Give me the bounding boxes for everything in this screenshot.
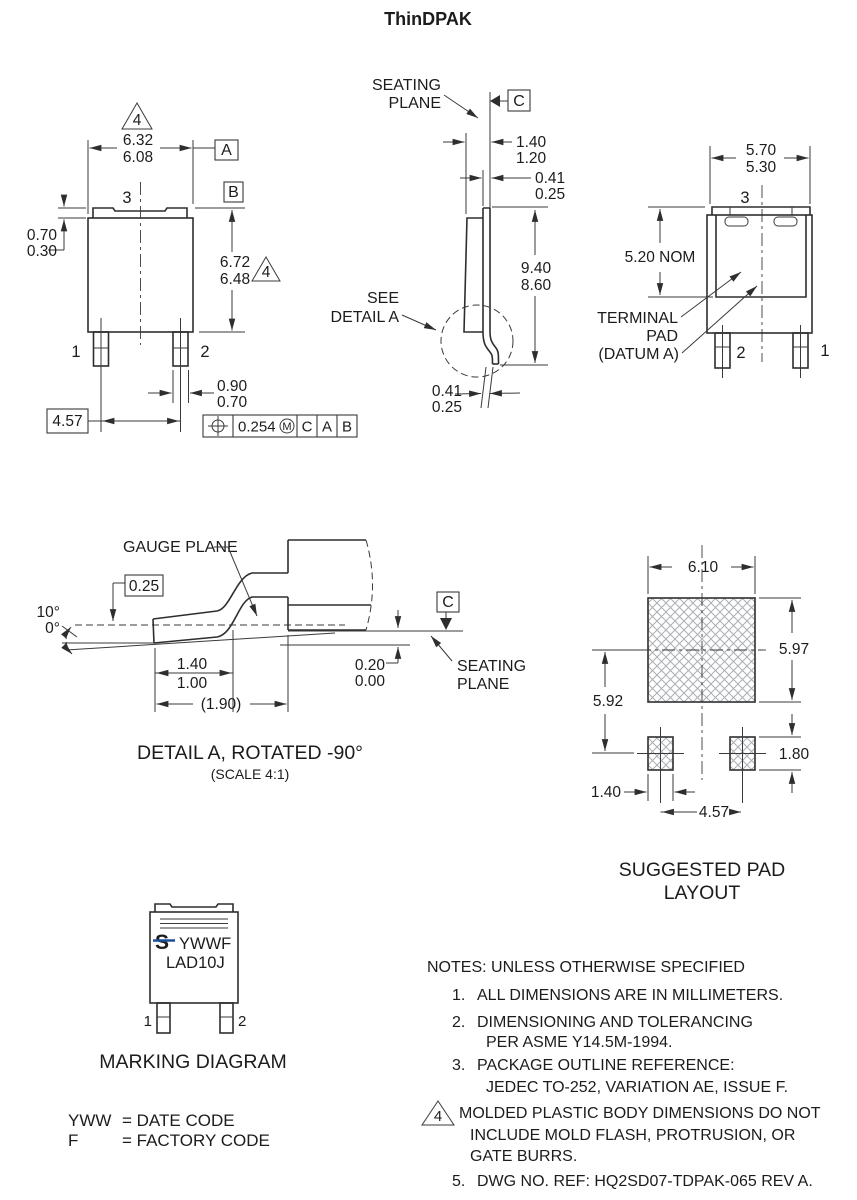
note-text: JEDEC TO-252, VARIATION AE, ISSUE F. (486, 1079, 789, 1096)
terminal-pad-label: TERMINAL (597, 310, 678, 327)
back-pin1-label: 1 (820, 342, 830, 360)
gauge-plane-label: GAUGE PLANE (123, 539, 238, 556)
see-detail-label: DETAIL A (330, 309, 399, 326)
dim-leadw-min: 0.70 (217, 394, 248, 411)
detail-body-outline (288, 540, 373, 630)
pad-layout-view (591, 545, 810, 904)
dim-foot-min: 1.00 (176, 675, 208, 692)
marking-diagram (68, 904, 287, 1150)
dim-leadw-max: 0.90 (217, 378, 248, 395)
back-pad-dim (625, 207, 713, 297)
note-text: DIMENSIONING AND TOLERANCING (477, 1014, 753, 1031)
dim-height-max: 6.72 (219, 254, 251, 271)
dim-len-min: 8.60 (520, 277, 552, 294)
dim-pad-nom: 5.20 NOM (624, 249, 696, 266)
dim-pad-pitch: 4.57 (698, 804, 730, 821)
fcf-tolerance: 0.254 (238, 418, 276, 436)
front-tab-dim (27, 195, 86, 260)
note-number: 4 (433, 1108, 443, 1125)
dim-pad-gap: 5.92 (592, 693, 624, 710)
detail-ref-dim (157, 635, 289, 713)
page-title: ThinDPAK (384, 9, 472, 29)
detail-a-callout-circle (441, 305, 513, 377)
dim-leadthk-min: 0.25 (431, 399, 462, 416)
front-pin2-label: 2 (200, 343, 210, 361)
pad-small-w-dim (591, 774, 695, 801)
notes-header: NOTES: UNLESS OTHERWISE SPECIFIED (427, 959, 745, 976)
datum-c-arrow (440, 618, 452, 630)
note-number: 5. (452, 1173, 466, 1190)
fcf-datum3: B (341, 418, 353, 436)
angle-max: 10° (36, 604, 60, 621)
dim-ref: (1.90) (200, 696, 242, 713)
flag4-label: 4 (132, 112, 142, 129)
datum-c-label: C (442, 594, 454, 611)
seating-plane-label: SEATING (457, 658, 527, 675)
datum-c-arrow (490, 95, 500, 107)
notes-section (422, 959, 821, 1190)
front-pin3-label: 3 (122, 189, 132, 207)
dim-pad-h: 5.97 (778, 641, 810, 658)
pad-height-dim (759, 598, 809, 702)
side-view (331, 77, 566, 416)
terminal-pad-label: PAD (646, 328, 678, 345)
legend-value: = FACTORY CODE (122, 1131, 270, 1150)
dim-leadthk-max: 0.41 (431, 383, 462, 400)
marking-pin2-label: 2 (238, 1013, 247, 1030)
front-pin1-label: 1 (71, 343, 81, 361)
back-view (597, 142, 830, 378)
position-symbol-icon (208, 416, 228, 436)
legend-value: = DATE CODE (122, 1111, 235, 1130)
seating-plane-label: SEATING (371, 77, 441, 94)
legend-key: YWW (68, 1111, 112, 1130)
side-thickness-dim (443, 133, 547, 214)
pad-layout-caption: SUGGESTED PAD (618, 859, 786, 881)
see-detail-label: SEE (366, 290, 399, 307)
marking-pin1-label: 1 (143, 1013, 152, 1030)
front-view (27, 103, 357, 437)
dim-width-max: 6.32 (122, 132, 154, 149)
detail-a-view (37, 539, 527, 782)
dim-small-w: 1.40 (590, 784, 621, 801)
note-text: GATE BURRS. (470, 1148, 578, 1165)
dim-tab-min: 0.30 (26, 243, 57, 260)
dim-tab-max: 0.70 (26, 227, 57, 244)
front-height-dim (195, 182, 280, 332)
detail-scale-note: (SCALE 4:1) (210, 766, 290, 782)
back-width-dim (710, 142, 810, 204)
note-text: INCLUDE MOLD FLASH, PROTRUSION, OR (470, 1127, 796, 1144)
back-dimple (725, 217, 748, 226)
fcf-modifier: M (282, 421, 292, 433)
marking-caption: MARKING DIAGRAM (99, 1051, 287, 1073)
front-width-dim (88, 103, 238, 214)
fcf-datum1: C (301, 418, 313, 436)
dim-small-h: 1.80 (778, 746, 810, 763)
dim-thk-min: 1.20 (516, 150, 547, 167)
note-text: ALL DIMENSIONS ARE IN MILLIMETERS. (477, 987, 784, 1004)
datum-b-label: B (228, 184, 239, 201)
side-body-outline (464, 208, 499, 364)
dim-thk-max: 1.40 (516, 134, 547, 151)
back-dimple (774, 217, 797, 226)
dim-standoff-min: 0.00 (354, 673, 385, 690)
pad-pitch-dim (661, 804, 742, 821)
feature-control-frame (203, 415, 357, 437)
note-text: MOLDED PLASTIC BODY DIMENSIONS DO NOT (459, 1105, 821, 1122)
brand-logo-icon (153, 931, 175, 954)
legend-key: F (68, 1131, 79, 1150)
pad-layout-caption: LAYOUT (663, 882, 741, 904)
back-body-outline (707, 207, 812, 378)
dim-w-max: 5.70 (745, 142, 777, 159)
datum-c-label: C (513, 93, 525, 110)
marking-legend (68, 1111, 270, 1150)
datum-a-label: A (221, 142, 232, 159)
dim-height-min: 6.48 (219, 271, 251, 288)
note-number: 3. (452, 1057, 466, 1074)
dim-len-max: 9.40 (520, 260, 552, 277)
back-pin2-label: 2 (736, 344, 746, 362)
note-text: DWG NO. REF: HQ2SD07-TDPAK-065 REV A. (477, 1173, 813, 1190)
fcf-datum2: A (321, 418, 333, 436)
dim-w-min: 5.30 (745, 159, 777, 176)
marking-code-line2: LAD10J (166, 954, 225, 972)
back-pin3-label: 3 (740, 189, 750, 207)
dim-foot-max: 1.40 (176, 656, 208, 673)
pad-width-dim (648, 556, 755, 594)
front-pitch-dim (47, 409, 181, 433)
detail-caption: DETAIL A, ROTATED -90° (137, 742, 363, 764)
front-leadwidth-dim (148, 370, 248, 411)
angle-min: 0° (45, 620, 60, 637)
dim-tab-max: 0.41 (535, 170, 566, 187)
dim-width-min: 6.08 (122, 149, 154, 166)
note-text: PACKAGE OUTLINE REFERENCE: (477, 1057, 735, 1074)
side-length-dim (492, 207, 551, 365)
side-leadthk-dim (432, 367, 520, 416)
seating-plane-label: PLANE (457, 676, 510, 693)
detail-standoff-dim (280, 610, 410, 690)
dim-offset: 0.25 (128, 578, 160, 595)
side-tab-dim (460, 170, 565, 206)
note-number: 2. (452, 1014, 466, 1031)
flag4-label: 4 (261, 264, 271, 281)
dim-pitch: 4.57 (52, 413, 83, 430)
datum-a-note: (DATUM A) (598, 346, 679, 363)
dim-tab-min: 0.25 (535, 186, 566, 203)
dim-pad-w: 6.10 (687, 559, 719, 576)
note-number: 1. (452, 987, 466, 1004)
logo-letter: S (155, 931, 170, 954)
marking-code-line1: YWWF (179, 935, 232, 953)
note-text: PER ASME Y14.5M-1994. (486, 1034, 673, 1051)
pad-gap-dim (592, 650, 638, 753)
detail-lead-outline (153, 573, 288, 643)
dim-standoff-max: 0.20 (354, 657, 385, 674)
seating-plane-label: PLANE (388, 95, 441, 112)
pad-small-h-dim (759, 714, 809, 793)
